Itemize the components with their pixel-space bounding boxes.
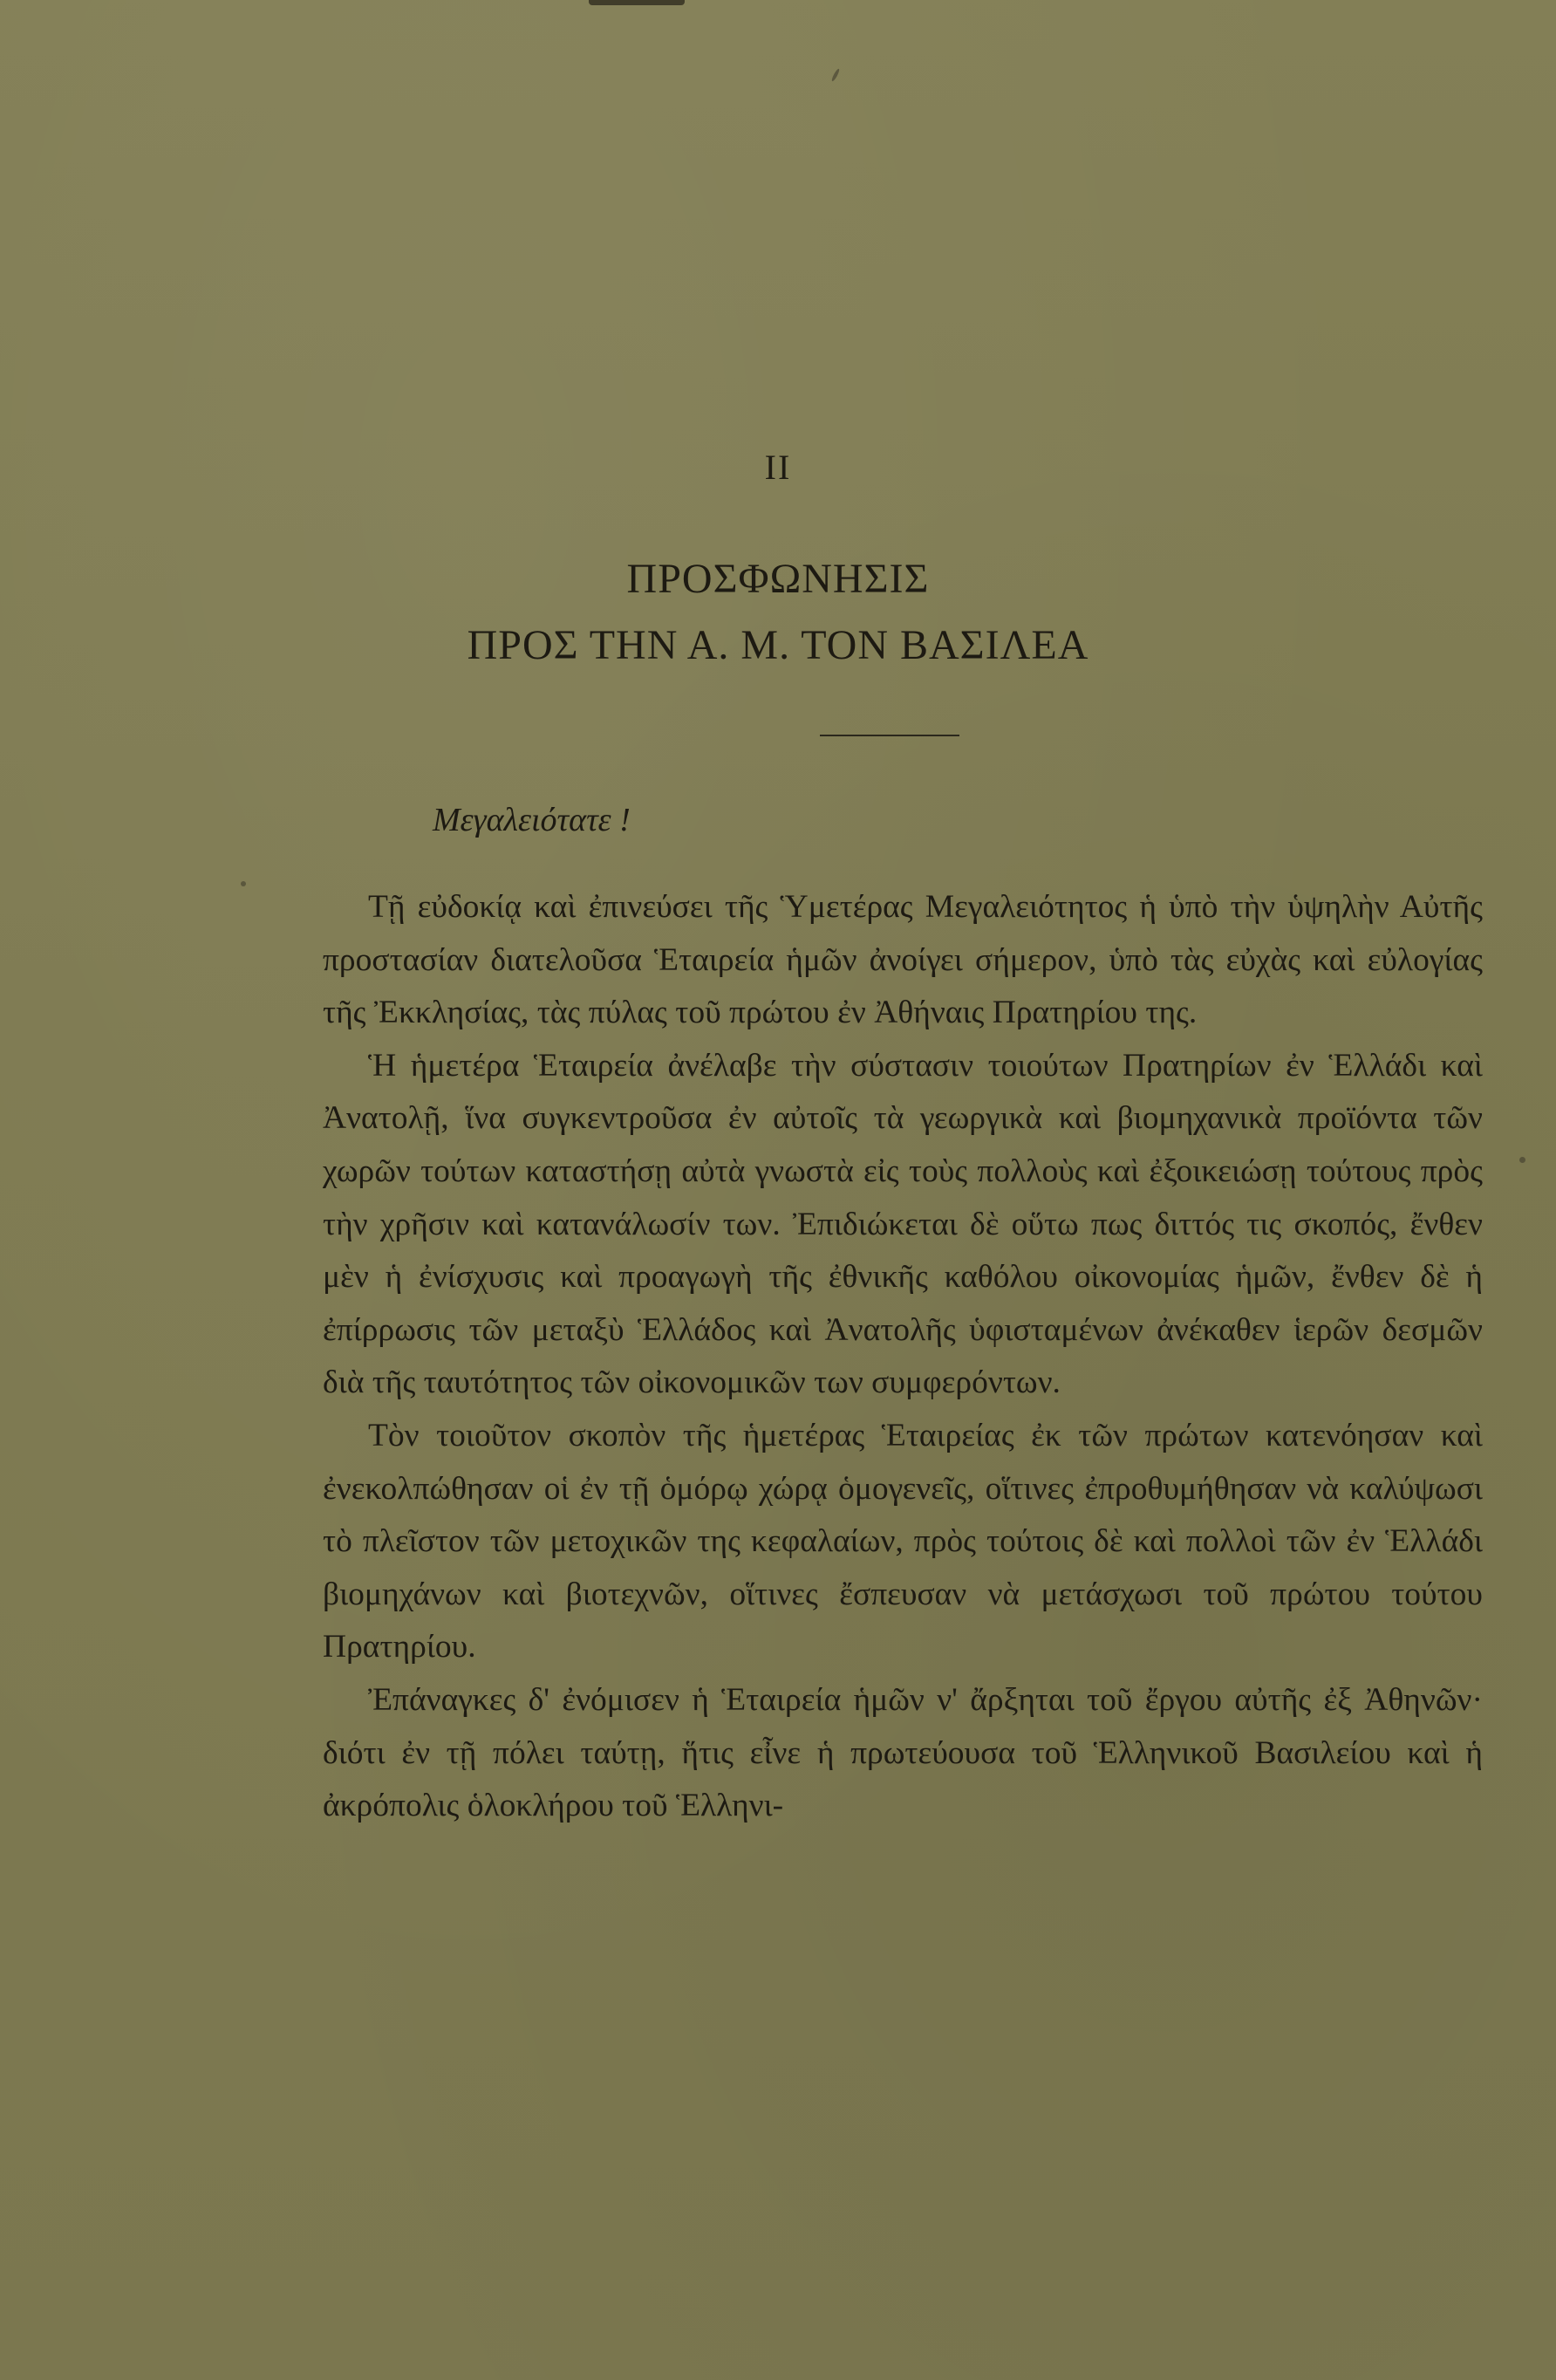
top-edge-mark: [589, 0, 685, 5]
section-number: II: [764, 448, 792, 487]
title-line-2: ΠΡΟΣ ΤΗΝ Α. Μ. ΤΟΝ ΒΑΣΙΛΕΑ: [467, 622, 1089, 668]
paper-speck: [241, 881, 246, 886]
paragraph: Τὸν τοιοῦτον σκοπὸν τῆς ἡμετέρας Ἑταιρείας ἐκ τῶν πρώτων κατενόησαν καὶ ἐνεκολπώθησαν οἱ ἐν τῇ ὁμόρῳ χώρᾳ ὁμογενεῖς, οἵτινες ἐπροθυμήθησαν νὰ καλύψωσι τὸ πλεῖστον τῶν μετοχικῶν της κεφαλαίων, πρὸς τούτοις δὲ καὶ πολλοὶ τῶν ἐν Ἑλλάδι βιομηχάνων καὶ βιοτεχνῶν, οἵτινες ἔσπευσαν νὰ μετάσχωσι τοῦ πρώτου τούτου Πρατηρίου.: [323, 1417, 1483, 1665]
paper-speck: [830, 68, 840, 82]
title-rule: [820, 735, 959, 736]
title-line-1: ΠΡΟΣΦΩΝΗΣΙΣ: [626, 556, 930, 602]
paragraph: Τῇ εὐδοκίᾳ καὶ ἐπινεύσει τῆς Ὑμετέρας Μεγαλειότητος ἡ ὑπὸ τὴν ὑψηλὴν Αὐτῆς προστασίαν διατελοῦσα Ἑταιρεία ἡμῶν ἀνοίγει σήμερον, ὑπὸ τὰς εὐχὰς καὶ εὐλογίας τῆς Ἐκκλησίας, τὰς πύλας τοῦ πρώτου ἐν Ἀθήναις Πρατηρίου της.: [323, 889, 1483, 1031]
paragraph: Ἐπάναγκες δ' ἐνόμισεν ἡ Ἑταιρεία ἡμῶν ν' ἄρξηται τοῦ ἔργου αὐτῆς ἐξ Ἀθηνῶν· διότι ἐν τῇ πόλει ταύτῃ, ἥτις εἶνε ἡ πρωτεύουσα τοῦ Ἑλληνικοῦ Βασιλείου καὶ ἡ ἀκρόπολις ὁλοκλήρου τοῦ Ἑλληνι-: [323, 1681, 1483, 1824]
paper-speck: [1519, 1157, 1525, 1163]
salutation: Μεγαλειότατε !: [433, 802, 631, 838]
paragraph: Ἡ ἡμετέρα Ἑταιρεία ἀνέλαβε τὴν σύστασιν τοιούτων Πρατηρίων ἐν Ἑλλάδι καὶ Ἀνατολῇ, ἵνα συγκεντροῦσα ἐν αὐτοῖς τὰ γεωργικὰ καὶ βιομηχανικὰ προϊόντα τῶν χωρῶν τούτων καταστήσῃ αὐτὰ γνωστὰ εἰς τοὺς πολλοὺς καὶ ἐξοικειώσῃ τούτους πρὸς τὴν χρῆσιν καὶ κατανάλωσίν των. Ἐπιδιώκεται δὲ οὕτω πως διττός τις σκοπός, ἔνθεν μὲν ἡ ἐνίσχυσις καὶ προαγωγὴ τῆς ἐθνικῆς καθόλου οἰκονομίας ἡμῶν, ἔνθεν δὲ ἡ ἐπίρρωσις τῶν μεταξὺ Ἑλλάδος καὶ Ἀνατολῆς ὑφισταμένων ἀνέκαθεν ἱερῶν δεσμῶν διὰ τῆς ταυτότητος τῶν οἰκονομικῶν των συμφερόντων.: [323, 1047, 1483, 1401]
body-text: [323, 881, 1483, 1833]
